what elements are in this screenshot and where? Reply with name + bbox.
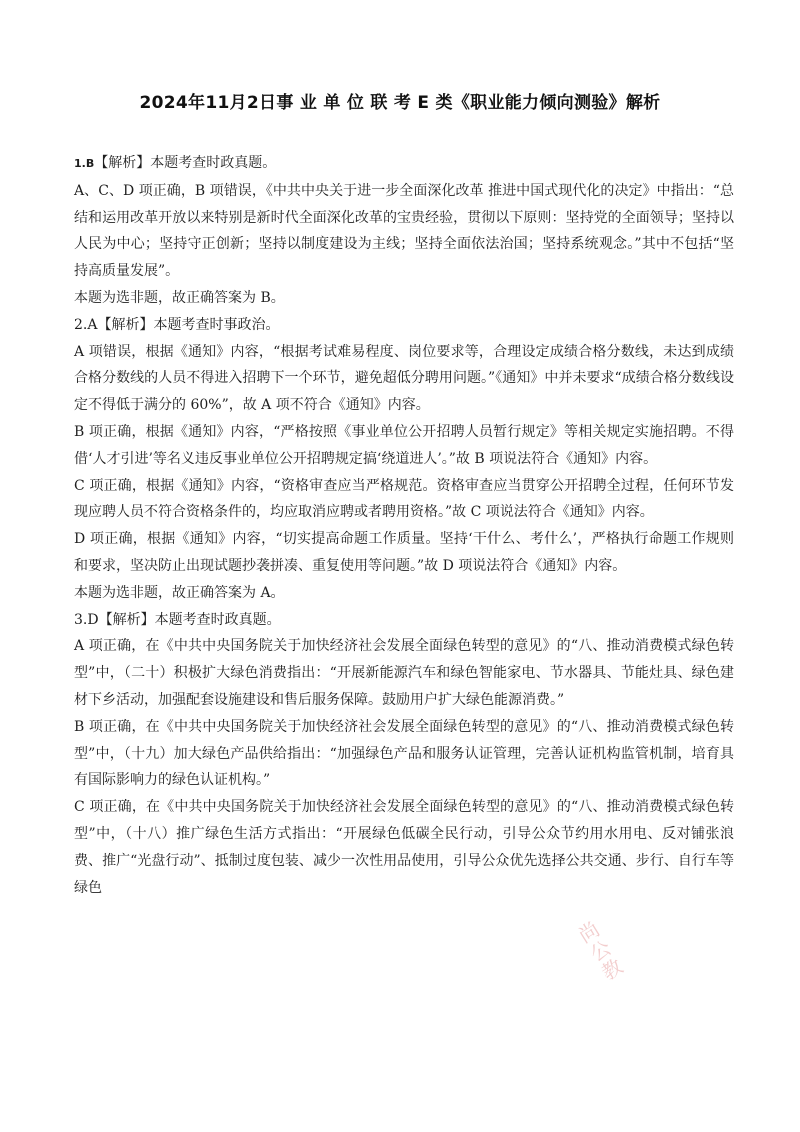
question-1-number: 1.B — [74, 157, 95, 170]
question-1-paragraph: A、C、D 项正确，B 项错误，《中共中央关于进一步全面深化改革 推进中国式现代化的决定》中指出：“总结和运用改革开放以来特别是新时代全面深化改革的宝贵经验，贯彻以下原则：坚持党的全面领导；坚持以人民为中心；坚持守正创新；坚持以制度建设为主线；坚持全面依法治国；坚持系统观念。”其中不包括“坚持高质量发展”。 — [74, 182, 734, 280]
question-3-number: 3.D — [74, 611, 99, 628]
question-2-option-a: A 项错误，根据《通知》内容，“根据考试难易程度、岗位要求等，合理设定成绩合格分数线，未达到成绩合格分数线的人员不得进入招聘下一个环节，避免超低分聘用问题。”《通知》中并未要求“成绩合格分数线设定不得低于满分的 60%”，故 A 项不符合《通知》内容。 — [74, 343, 734, 414]
question-1-answer: 本题为选非题，故正确答案为 B。 — [74, 289, 285, 306]
question-3-heading — [74, 607, 734, 634]
question-3-option-c: C 项正确，在《中共中央国务院关于加快经济社会发展全面绿色转型的意见》的“八、推动消费模式绿色转型”中，（十八）推广绿色生活方式指出：“开展绿色低碳全民行动，引导公众节约用水用电、反对铺张浪费、推广“光盘行动”、抵制过度包装、减少一次性用品使用，引导公众优先选择公共交通、步行、自行车等绿色 — [74, 799, 734, 896]
document-body — [74, 150, 734, 901]
question-2-number: 2.A — [74, 316, 98, 333]
document-title: 2024年11月2日事 业 单 位 联 考 E 类《职业能力倾向测验》解析 — [139, 93, 661, 113]
question-2-head-text: 【解析】本题考查时事政治。 — [97, 316, 280, 333]
question-3-option-b: B 项正确，在《中共中央国务院关于加快经济社会发展全面绿色转型的意见》的“八、推动消费模式绿色转型”中，（十九）加大绿色产品供给指出：“加强绿色产品和服务认证管理，完善认证机构监管机制，培育具有国际影响力的绿色认证机构。” — [74, 718, 734, 789]
question-2-heading — [74, 312, 734, 339]
question-2-option-c: C 项正确，根据《通知》内容，“资格审查应当严格规范。资格审查应当贯穿公开招聘全过程，任何环节发现应聘人员不符合资格条件的，均应取消应聘或者聘用资格。”故 C 项说法符合《通知》内容。 — [74, 477, 734, 521]
question-2-option-b: B 项正确，根据《通知》内容，“严格按照《事业单位公开招聘人员暂行规定》等相关规定实施招聘。不得借‘人才引进’等名义违反事业单位公开招聘规定搞‘绕道进人’。”故 B 项说法符合《通知》内容。 — [74, 423, 734, 467]
question-1-head-text: 【解析】本题考查时政真题。 — [94, 155, 277, 171]
question-2-answer: 本题为选非题，故正确答案为 A。 — [74, 584, 285, 601]
question-1-heading — [74, 150, 734, 178]
question-2-option-d: D 项正确，根据《通知》内容，“切实提高命题工作质量。坚持‘干什么、考什么’，严格执行命题工作规则和要求，坚决防止出现试题抄袭拼凑、重复使用等问题。”故 D 项说法符合《通知》内容。 — [74, 531, 734, 574]
watermark-logo: 尚 公 教 — [574, 916, 628, 986]
question-3-head-text: 【解析】本题考查时政真题。 — [98, 611, 281, 628]
question-3-option-a: A 项正确，在《中共中央国务院关于加快经济社会发展全面绿色转型的意见》的“八、推动消费模式绿色转型”中，（二十）积极扩大绿色消费指出：“开展新能源汽车和绿色智能家电、节水器具、节能灶具、绿色建材下乡活动，加强配套设施建设和售后服务保障。鼓励用户扩大绿色能源消费。” — [74, 638, 734, 708]
